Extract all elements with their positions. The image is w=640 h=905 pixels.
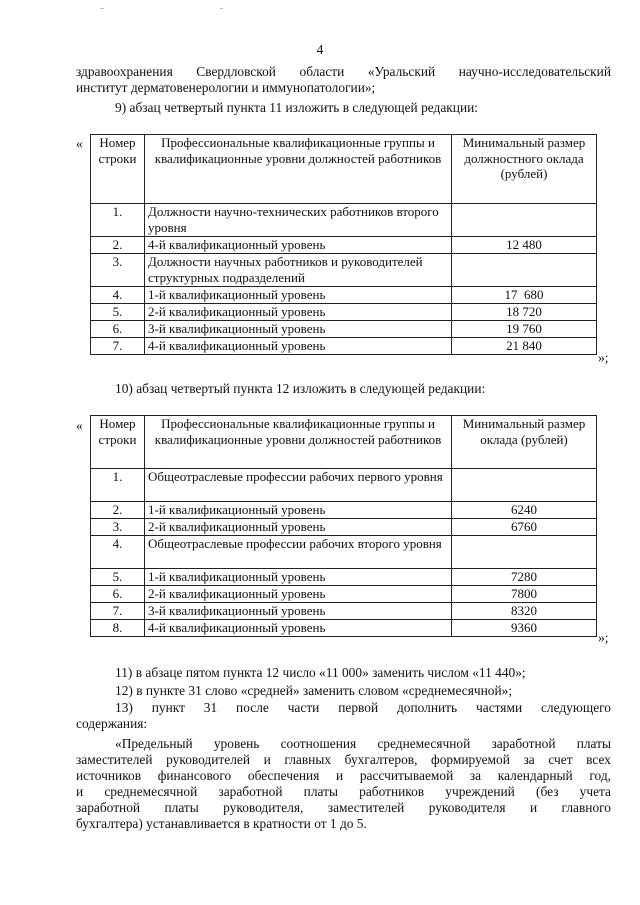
item-13-line-2: содержания: bbox=[76, 716, 148, 731]
row-num: 6. bbox=[91, 586, 145, 603]
row-num: 1. bbox=[91, 204, 145, 237]
table-row bbox=[91, 287, 597, 304]
row-num: 3. bbox=[91, 519, 145, 536]
quote-line-4: и среднемесячной заработной платы работников учреждений (без учета bbox=[76, 784, 611, 799]
table-row bbox=[91, 586, 597, 603]
row-num: 7. bbox=[91, 338, 145, 355]
scan-mark bbox=[220, 8, 223, 9]
table-row bbox=[91, 502, 597, 519]
table-row bbox=[91, 237, 597, 254]
table-header-row bbox=[91, 135, 597, 204]
table-header-row bbox=[91, 416, 597, 469]
table-row bbox=[91, 304, 597, 321]
table-row bbox=[91, 204, 597, 237]
header-num: Номер строки bbox=[91, 416, 145, 469]
row-num: 4. bbox=[91, 536, 145, 569]
row-text: 4-й квалификационный уровень bbox=[145, 237, 452, 254]
row-text: 1-й квалификационный уровень bbox=[145, 502, 452, 519]
table-row bbox=[91, 469, 597, 502]
row-num: 3. bbox=[91, 254, 145, 287]
row-num: 1. bbox=[91, 469, 145, 502]
header-groups: Профессиональные квалификационные группы и квалификационные уровни должностей работников bbox=[145, 135, 452, 204]
row-value: 8320 bbox=[452, 603, 597, 620]
row-text: Общеотраслевые профессии рабочих второго уровня bbox=[145, 536, 452, 569]
salary-table-2 bbox=[90, 415, 597, 637]
row-text: 2-й квалификационный уровень bbox=[145, 586, 452, 603]
header-num: Номер строки bbox=[91, 135, 145, 204]
table-row bbox=[91, 321, 597, 338]
table1-close-quote: »; bbox=[598, 350, 609, 365]
header-salary: Минимальный размер должностного оклада (рублей) bbox=[452, 135, 597, 204]
row-value: 18 720 bbox=[452, 304, 597, 321]
table1-open-quote: « bbox=[76, 136, 83, 151]
page-number: 4 bbox=[316, 42, 324, 57]
row-num: 4. bbox=[91, 287, 145, 304]
row-text: Должности научно-технических работников второго уровня bbox=[145, 204, 452, 237]
row-value bbox=[452, 254, 597, 287]
item-9: 9) абзац четвертый пункта 11 изложить в следующей редакции: bbox=[115, 100, 479, 115]
row-text: 4-й квалификационный уровень bbox=[145, 338, 452, 355]
item-11: 11) в абзаце пятом пункта 12 число «11 000» заменить числом «11 440»; bbox=[115, 665, 526, 680]
row-num: 7. bbox=[91, 603, 145, 620]
row-value: 7280 bbox=[452, 569, 597, 586]
row-value bbox=[452, 469, 597, 502]
quote-line-1: «Предельный уровень соотношения среднемесячной заработной платы bbox=[115, 736, 611, 751]
row-value: 19 760 bbox=[452, 321, 597, 338]
row-text: 1-й квалификационный уровень bbox=[145, 569, 452, 586]
row-text: 2-й квалификационный уровень bbox=[145, 519, 452, 536]
row-num: 5. bbox=[91, 569, 145, 586]
row-text: Общеотраслевые профессии рабочих первого уровня bbox=[145, 469, 452, 502]
item-13-line-1: 13) пункт 31 после части первой дополнить частями следующего bbox=[115, 700, 611, 715]
table-row bbox=[91, 338, 597, 355]
row-text: Должности научных работников и руководителей структурных подразделений bbox=[145, 254, 452, 287]
row-value: 6240 bbox=[452, 502, 597, 519]
row-value bbox=[452, 204, 597, 237]
table-row bbox=[91, 569, 597, 586]
intro-line-2: институт дерматовенерологии и иммунопатологии»; bbox=[76, 80, 376, 95]
table-row bbox=[91, 254, 597, 287]
row-num: 2. bbox=[91, 502, 145, 519]
scan-mark bbox=[100, 8, 104, 9]
item-12: 12) в пункте 31 слово «средней» заменить словом «среднемесячной»; bbox=[115, 683, 513, 698]
row-value: 9360 bbox=[452, 620, 597, 637]
row-value: 12 480 bbox=[452, 237, 597, 254]
table-row bbox=[91, 519, 597, 536]
row-value: 6760 bbox=[452, 519, 597, 536]
row-num: 6. bbox=[91, 321, 145, 338]
table-row bbox=[91, 620, 597, 637]
row-text: 3-й квалификационный уровень bbox=[145, 603, 452, 620]
header-groups: Профессиональные квалификационные группы и квалификационные уровни должностей работников bbox=[145, 416, 452, 469]
row-num: 8. bbox=[91, 620, 145, 637]
row-text: 4-й квалификационный уровень bbox=[145, 620, 452, 637]
row-value bbox=[452, 536, 597, 569]
quote-line-3: источников финансового обеспечения и рассчитываемой за календарный год, bbox=[76, 768, 611, 783]
table2-close-quote: »; bbox=[598, 630, 609, 645]
table-row bbox=[91, 536, 597, 569]
header-salary: Минимальный размер оклада (рублей) bbox=[452, 416, 597, 469]
item-10: 10) абзац четвертый пункта 12 изложить в следующей редакции: bbox=[115, 381, 486, 396]
quote-line-2: заместителей руководителей и главных бухгалтеров, формируемой за счет всех bbox=[76, 752, 611, 767]
row-num: 5. bbox=[91, 304, 145, 321]
quote-line-5: заработной платы руководителя, заместителей руководителя и главного bbox=[76, 800, 611, 815]
row-text: 3-й квалификационный уровень bbox=[145, 321, 452, 338]
row-text: 2-й квалификационный уровень bbox=[145, 304, 452, 321]
table-row bbox=[91, 603, 597, 620]
row-text: 1-й квалификационный уровень bbox=[145, 287, 452, 304]
row-value: 21 840 bbox=[452, 338, 597, 355]
row-num: 2. bbox=[91, 237, 145, 254]
salary-table-1 bbox=[90, 134, 597, 355]
row-value: 17 680 bbox=[452, 287, 597, 304]
quote-line-6: бухгалтера) устанавливается в кратности от 1 до 5. bbox=[76, 816, 367, 831]
row-value: 7800 bbox=[452, 586, 597, 603]
intro-line-1: здравоохранения Свердловской области «Уральский научно-исследовательский bbox=[76, 64, 611, 79]
table2-open-quote: « bbox=[76, 418, 83, 433]
